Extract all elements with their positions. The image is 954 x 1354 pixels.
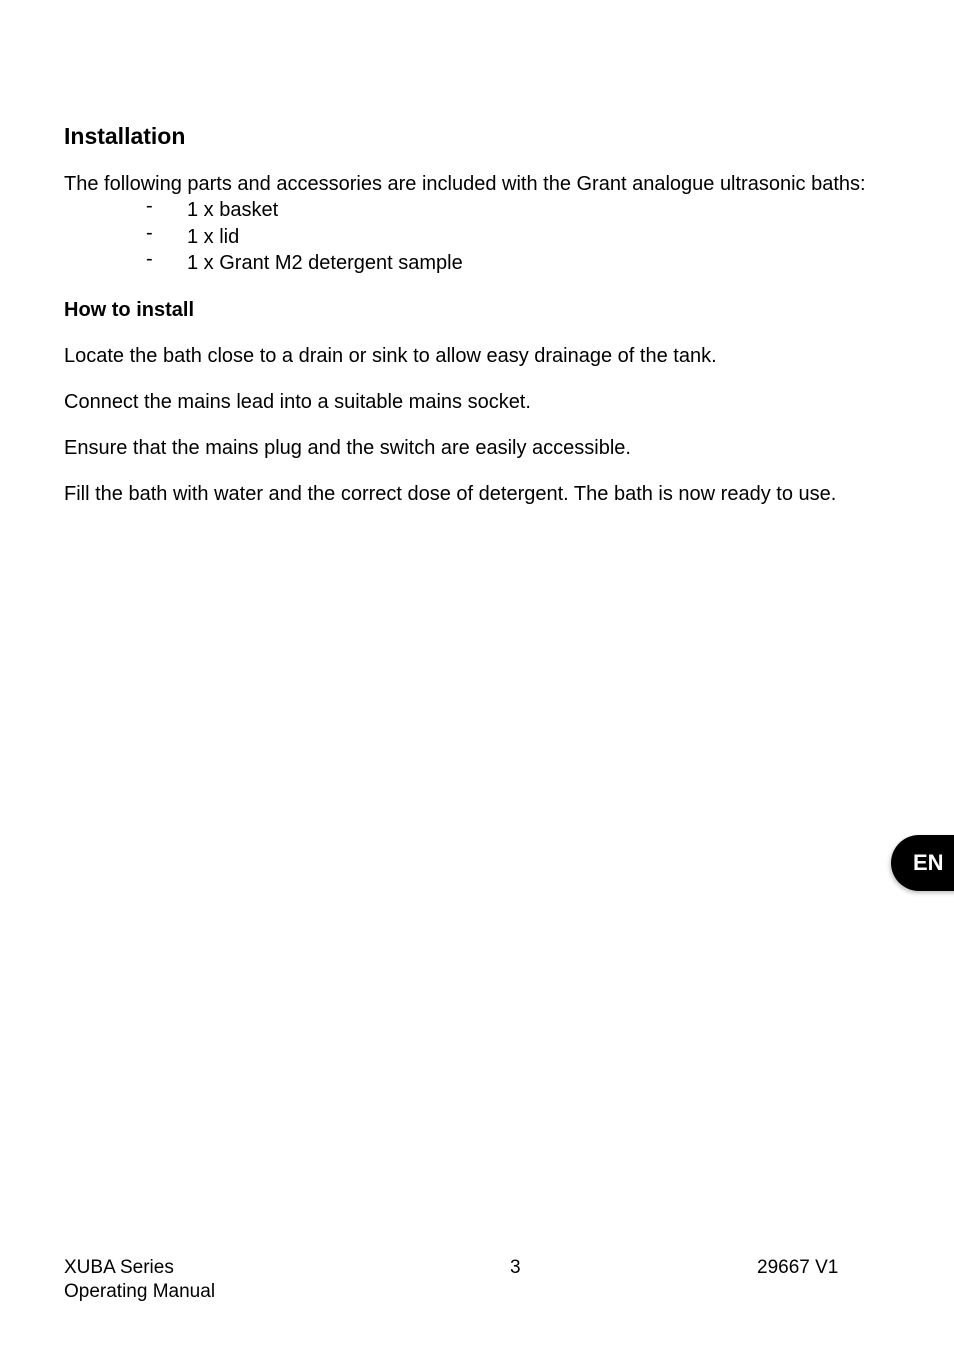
list-bullet: - bbox=[146, 221, 153, 244]
language-tab bbox=[891, 835, 954, 891]
list-item-label: 1 x basket bbox=[187, 199, 279, 221]
list-item bbox=[64, 197, 889, 224]
section-heading: Installation bbox=[64, 123, 186, 149]
list-bullet: - bbox=[146, 195, 153, 217]
page-number: 3 bbox=[510, 1257, 521, 1278]
intro-paragraph: The following parts and accessories are included with the Grant analogue ultrasonic baths: bbox=[64, 173, 866, 195]
footer-left bbox=[64, 1256, 215, 1304]
install-step-paragraph: Fill the bath with water and the correct dose of detergent. The bath is now ready to use. bbox=[64, 482, 837, 505]
list-item-label: 1 x lid bbox=[187, 225, 240, 248]
list-item bbox=[64, 221, 889, 251]
subsection-heading: How to install bbox=[64, 298, 194, 321]
footer-manual: Operating Manual bbox=[64, 1281, 216, 1302]
install-step-paragraph: Ensure that the mains plug and the switch are easily accessible. bbox=[64, 436, 631, 459]
install-step-paragraph: Locate the bath close to a drain or sink to allow easy drainage of the tank. bbox=[64, 344, 717, 367]
parts-list bbox=[64, 197, 889, 277]
list-bullet: - bbox=[146, 248, 153, 270]
document-code: 29667 V1 bbox=[757, 1257, 839, 1278]
list-item bbox=[64, 250, 889, 277]
footer-series: XUBA Series bbox=[64, 1257, 174, 1278]
install-step-paragraph: Connect the mains lead into a suitable mains socket. bbox=[64, 390, 531, 413]
language-tab-label: EN bbox=[913, 850, 944, 875]
list-item-label: 1 x Grant M2 detergent sample bbox=[187, 252, 463, 274]
page-content bbox=[64, 120, 889, 507]
